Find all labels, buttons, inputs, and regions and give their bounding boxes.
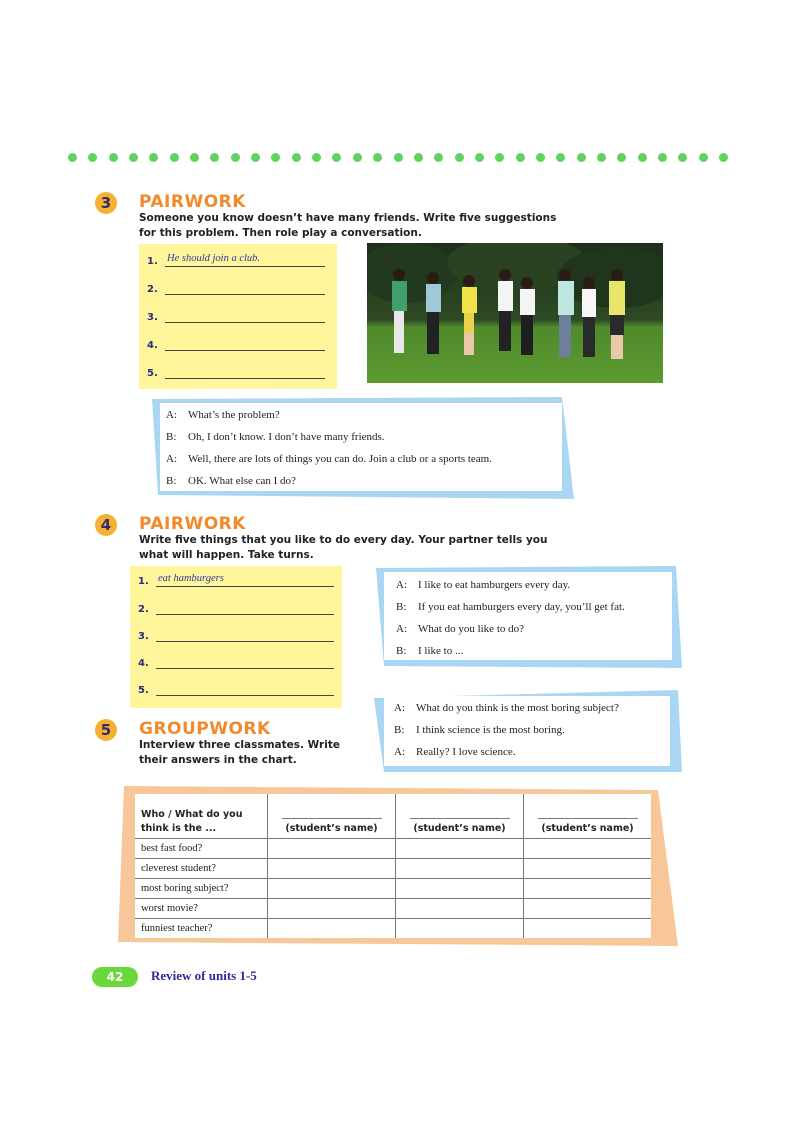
speaker: A: (396, 579, 407, 591)
divider-dot (149, 153, 158, 162)
dialog-text: What’s the problem? (188, 409, 280, 421)
divider-dot (251, 153, 260, 162)
divider-dot (353, 153, 362, 162)
divider-dot (577, 153, 586, 162)
section-3-number: 3 (95, 192, 117, 214)
divider-dot (597, 153, 606, 162)
divider-dot (88, 153, 97, 162)
divider-dot (516, 153, 525, 162)
answer-cell[interactable] (268, 899, 396, 919)
answer-line[interactable]: eat hamburgers (156, 572, 334, 587)
divider-dot (271, 153, 280, 162)
student-name-header[interactable] (268, 794, 396, 839)
dialog-text: Oh, I don’t know. I don’t have many friends. (188, 431, 385, 443)
dialog-line (394, 724, 565, 736)
instr-line: for this problem. Then role play a conversation. (139, 227, 422, 239)
divider-dot (638, 153, 647, 162)
divider-dot (658, 153, 667, 162)
answer-line[interactable] (165, 336, 325, 351)
section-5-instructions (139, 738, 340, 768)
chart-header-row (135, 794, 651, 839)
dialog-line (394, 702, 619, 714)
answer-line[interactable] (156, 600, 334, 615)
speaker: A: (394, 746, 405, 758)
row-question: funniest teacher? (135, 919, 268, 939)
answer-line[interactable] (165, 308, 325, 323)
student-name-header[interactable] (524, 794, 651, 839)
row-question: cleverest student? (135, 859, 268, 879)
divider-dot (68, 153, 77, 162)
dialog-text: I like to ... (418, 645, 464, 657)
list-item[interactable] (147, 252, 325, 267)
list-item[interactable] (138, 627, 334, 642)
item-number: 3. (138, 631, 149, 642)
table-row (135, 919, 651, 939)
divider-dot (617, 153, 626, 162)
section-4-title: PAIRWORK (139, 514, 246, 534)
section-4-instructions (139, 533, 548, 563)
row-question: worst movie? (135, 899, 268, 919)
item-number: 2. (138, 604, 149, 615)
dialog-box-5 (374, 690, 682, 774)
instr-line: their answers in the chart. (139, 754, 297, 766)
item-number: 2. (147, 284, 158, 295)
list-item[interactable] (138, 572, 334, 587)
divider-dot (190, 153, 199, 162)
dialog-line (166, 453, 492, 465)
divider-dot (495, 153, 504, 162)
chart-question-header (135, 794, 268, 839)
dialog-text: If you eat hamburgers every day, you’ll get fat. (418, 601, 625, 613)
students-photo (367, 243, 663, 383)
dialog-line (166, 409, 280, 421)
speaker: B: (396, 601, 407, 613)
dialog-text: I think science is the most boring. (416, 724, 565, 736)
speaker: B: (396, 645, 407, 657)
divider-dot (129, 153, 138, 162)
section-3-instructions (139, 211, 556, 241)
column-label: (student’s name) (541, 823, 634, 834)
instr-line: what will happen. Take turns. (139, 549, 314, 561)
dialog-text: I like to eat hamburgers every day. (418, 579, 571, 591)
survey-chart (135, 794, 651, 938)
divider-dot (231, 153, 240, 162)
dialog-line (166, 475, 296, 487)
answer-cell[interactable] (396, 899, 524, 919)
dialog-line (396, 601, 625, 613)
name-blank[interactable] (538, 808, 638, 819)
list-item[interactable] (138, 600, 334, 615)
speaker: A: (166, 453, 177, 465)
speaker: A: (394, 702, 405, 714)
answer-line[interactable] (156, 654, 334, 669)
list-item[interactable] (138, 681, 334, 696)
item-number: 4. (138, 658, 149, 669)
list-item[interactable] (147, 336, 325, 351)
suggestions-box (139, 244, 337, 389)
answer-cell[interactable] (396, 839, 524, 859)
list-item[interactable] (147, 280, 325, 295)
answer-line[interactable] (156, 627, 334, 642)
speaker: A: (396, 623, 407, 635)
answer-cell[interactable] (524, 879, 651, 899)
divider-dot (414, 153, 423, 162)
divider-dot (332, 153, 341, 162)
section-5-title: GROUPWORK (139, 719, 271, 739)
divider-dot (373, 153, 382, 162)
answer-cell[interactable] (524, 899, 651, 919)
column-label: (student’s name) (285, 823, 378, 834)
section-5-number: 5 (95, 719, 117, 741)
divider-dot (699, 153, 708, 162)
answer-cell[interactable] (396, 859, 524, 879)
activities-box (130, 566, 342, 708)
instr-line: Write five things that you like to do every day. Your partner tells you (139, 534, 548, 546)
dialog-line (396, 645, 463, 657)
answer-line[interactable] (156, 681, 334, 696)
dialog-text: What do you like to do? (418, 623, 525, 635)
item-number: 4. (147, 340, 158, 351)
divider-dot (536, 153, 545, 162)
name-blank[interactable] (282, 808, 382, 819)
answer-cell[interactable] (524, 859, 651, 879)
header-line: Who / What do you (141, 809, 243, 820)
list-item[interactable] (147, 364, 325, 379)
page-number-badge: 42 (92, 967, 138, 987)
list-item[interactable] (138, 654, 334, 669)
table-row (135, 839, 651, 859)
dialog-text: What do you think is the most boring subject? (416, 702, 619, 714)
dialog-line (396, 579, 570, 591)
divider-dot (475, 153, 484, 162)
table-row (135, 879, 651, 899)
divider-dot (394, 153, 403, 162)
divider-dot (109, 153, 118, 162)
answer-cell[interactable] (524, 839, 651, 859)
list-item[interactable] (147, 308, 325, 323)
answer-cell[interactable] (524, 919, 651, 939)
divider-dot (170, 153, 179, 162)
divider-dot (312, 153, 321, 162)
row-question: most boring subject? (135, 879, 268, 899)
header-line: think is the ... (141, 823, 217, 834)
item-number: 1. (147, 256, 158, 267)
dialog-text: OK. What else can I do? (188, 475, 296, 487)
answer-cell[interactable] (396, 879, 524, 899)
item-number: 3. (147, 312, 158, 323)
row-question: best fast food? (135, 839, 268, 859)
divider-dot (455, 153, 464, 162)
dialog-line (396, 623, 524, 635)
dialog-text: Really? I love science. (416, 746, 516, 758)
speaker: B: (394, 724, 405, 736)
item-number: 5. (147, 368, 158, 379)
dialog-box-3 (148, 395, 574, 501)
speaker: B: (166, 431, 177, 443)
instr-line: Someone you know doesn’t have many friends. Write five suggestions (139, 212, 557, 224)
dialog-text: Well, there are lots of things you can do. Join a club or a sports team. (188, 453, 492, 465)
answer-line[interactable] (165, 364, 325, 379)
item-number: 1. (138, 576, 149, 587)
table-row (135, 899, 651, 919)
divider-dot (434, 153, 443, 162)
answer-cell[interactable] (268, 839, 396, 859)
divider-dot (292, 153, 301, 162)
answer-cell[interactable] (268, 859, 396, 879)
dialog-line (394, 746, 516, 758)
section-3-title: PAIRWORK (139, 192, 246, 212)
speaker: B: (166, 475, 177, 487)
dialog-line (166, 431, 385, 443)
divider-dot (556, 153, 565, 162)
table-row (135, 859, 651, 879)
section-4-number: 4 (95, 514, 117, 536)
answer-cell[interactable] (396, 919, 524, 939)
footer-title: Review of units 1-5 (151, 968, 257, 983)
instr-line: Interview three classmates. Write (139, 739, 340, 751)
answer-line[interactable]: He should join a club. (165, 252, 325, 267)
divider-dot (678, 153, 687, 162)
answer-cell[interactable] (268, 879, 396, 899)
student-name-header[interactable] (396, 794, 524, 839)
column-label: (student’s name) (413, 823, 506, 834)
name-blank[interactable] (410, 808, 510, 819)
speaker: A: (166, 409, 177, 421)
item-number: 5. (138, 685, 149, 696)
dotted-divider (68, 150, 728, 164)
divider-dot (719, 153, 728, 162)
answer-cell[interactable] (268, 919, 396, 939)
divider-dot (210, 153, 219, 162)
dialog-box-4 (376, 566, 682, 670)
answer-line[interactable] (165, 280, 325, 295)
